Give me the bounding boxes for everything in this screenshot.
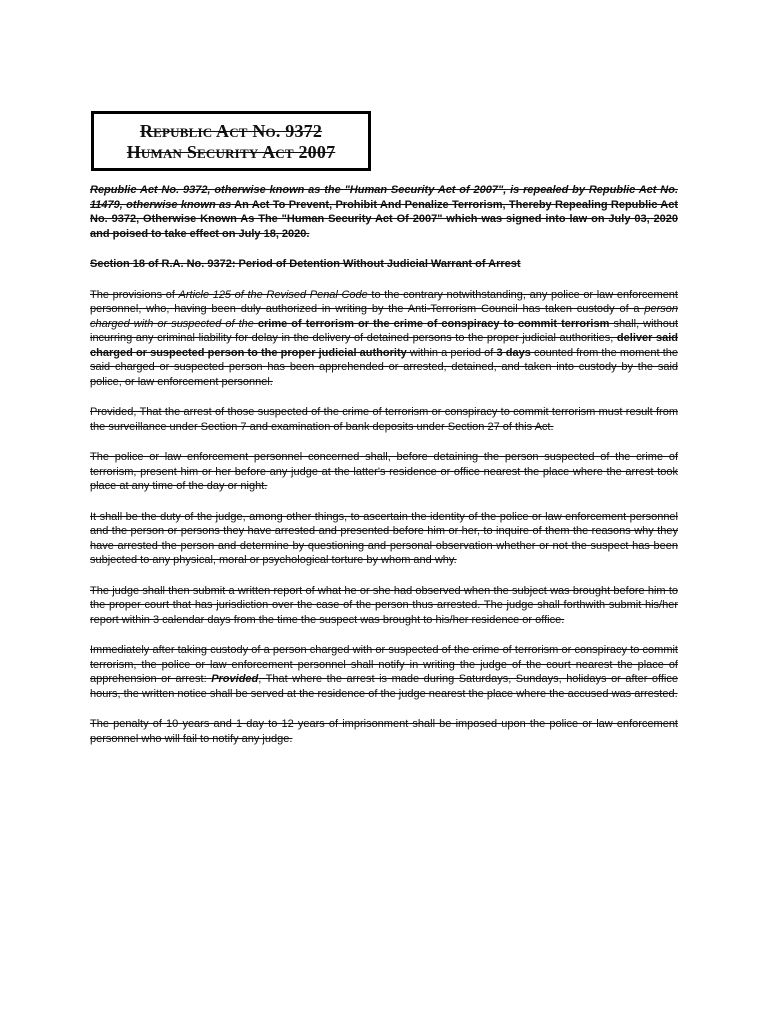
intro-act-title: An Act To Prevent, Prohibit And Penalize Terrorism, Thereby Repealing Republic Act No. 9372, Otherwise Known As The "Human Security Act Of 2007" which was signed into law on July 03, 2020 and poised to take effect on July 18, 2020. xyxy=(90,198,678,240)
paragraph-6 xyxy=(90,643,678,701)
paragraph-3: The police or law enforcement personnel concerned shall, before detaining the person suspected of the crime of terrorism, present him or her before any judge at the latter's residence or office nearest the place where the arrest took place at any time of the day or night. xyxy=(90,451,678,492)
p1-text-f: shall, without incurring any criminal liability for delay in the delivery of detained persons to the proper judicial authorities, xyxy=(90,317,679,344)
paragraph-1 xyxy=(90,288,678,390)
p1-person-charged: person charged with or suspected of the xyxy=(90,303,678,330)
paragraph-2: Provided, That the arrest of those suspected of the crime of terrorism or conspiracy to commit terrorism must result from the surveillance under Section 7 and examination of bank deposits under Section 27 of this Act. xyxy=(90,406,678,433)
p1-text-a: The provisions of xyxy=(90,288,179,301)
p1-text-h: within a period of xyxy=(406,346,497,359)
p1-article-ref: Article 125 of the Revised Penal Code xyxy=(178,288,368,301)
p6-provided: Provided xyxy=(211,673,259,685)
p1-deliver-clause: deliver said charged or suspected person to the proper judicial authority xyxy=(90,332,678,359)
p1-text-c: to the contrary notwithstanding, any police or law enforcement personnel, who, having been duly authorized in writing by the Anti-Terrorism Council has taken custody of a xyxy=(90,288,678,315)
paragraph-7: The penalty of 10 years and 1 day to 12 years of imprisonment shall be imposed upon the police or law enforcement personnel who will fail to notify any judge. xyxy=(90,718,678,745)
paragraph-4: It shall be the duty of the judge, among other things, to ascertain the identity of the police or law enforcement personnel and the person or persons they have arrested and presented before him or her, to inquire of them the reasons why they have arrested the person and determine by questioning and personal observation whether or not the suspect has been subjected to any physical, moral or psychological torture by whom and why. xyxy=(90,510,678,566)
p1-text-j: counted from the moment the said charged or suspected person has been apprehended or arrested, detained, and taken into custody by the said police, or law enforcement personnel. xyxy=(90,346,679,388)
p1-crime-of-terrorism: crime of terrorism or the crime of conspiracy to commit terrorism xyxy=(253,317,610,330)
title-box xyxy=(91,111,371,171)
intro-repeal-note: Republic Act No. 9372, otherwise known as the "Human Security Act of 2007", is repealed by Republic Act No. 11479, otherwise known as xyxy=(90,184,678,211)
p6-text-a: Immediately after taking custody of a person charged with or suspected of the crime of terrorism or conspiracy to commit terrorism, the police or law enforcement personnel shall notify in writing the judge of the court nearest the place of apprehension or arrest: xyxy=(90,644,678,685)
paragraph-5: The judge shall then submit a written report of what he or she had observed when the subject was brought before him to the proper court that has jurisdiction over the case of the person thus arrested. The judge shall forthwith submit his/her report within 3 calendar days from the time the suspect was brought to his/her residence or office. xyxy=(90,584,678,626)
document-body xyxy=(90,183,678,762)
p6-text-c: , That where the arrest is made during Saturdays, Sundays, holidays or after office hours, the written notice shall be served at the residence of the judge nearest the place where the accused was arrested. xyxy=(90,673,678,700)
intro-paragraph xyxy=(90,183,678,241)
section-heading: Section 18 of R.A. No. 9372: Period of Detention Without Judicial Warrant of Arrest xyxy=(90,258,521,270)
p1-three-days: 3 days xyxy=(496,346,531,359)
title-line-2: Human Security Act 2007 xyxy=(126,142,336,162)
title-line-1: Republic Act No. 9372 xyxy=(139,121,323,141)
